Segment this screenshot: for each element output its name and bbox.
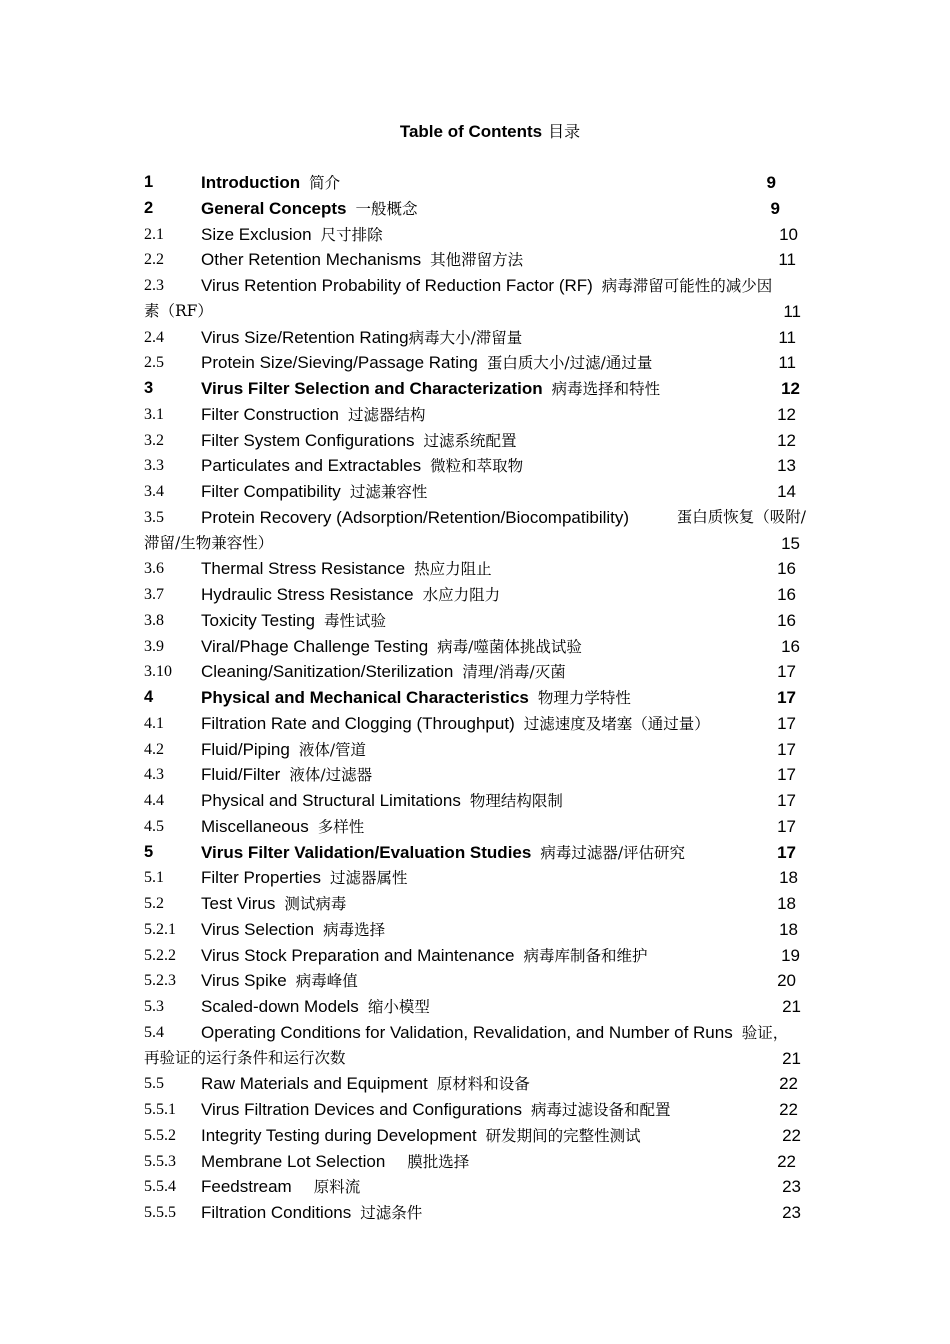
section-title-english: Virus Filter Validation/Evaluation Studies xyxy=(201,842,532,862)
section-title-english: Scaled-down Models xyxy=(201,997,359,1016)
section-title-chinese: 清理/消毒/灭菌 xyxy=(462,663,566,682)
toc-entry[interactable] xyxy=(144,634,806,660)
toc-line xyxy=(144,170,806,196)
toc-line xyxy=(144,273,806,299)
toc-entry[interactable] xyxy=(144,428,806,454)
section-title-chinese: 毒性试验 xyxy=(324,611,387,630)
section-title-english: Feedstream xyxy=(201,1177,292,1197)
toc-line xyxy=(144,634,806,660)
toc-line-continuation xyxy=(144,531,806,557)
section-title-english: Cleaning/Sanitization/Sterilization xyxy=(201,662,454,682)
section-number: 5.5.1 xyxy=(144,1101,176,1118)
toc-entry[interactable] xyxy=(144,711,806,737)
toc-line xyxy=(144,685,806,711)
section-title xyxy=(201,325,522,352)
section-title xyxy=(201,737,366,764)
toc-line xyxy=(144,247,806,273)
section-title xyxy=(201,814,364,841)
section-title-chinese: 一般概念 xyxy=(355,199,418,218)
page-number: 16 xyxy=(777,610,796,630)
toc-line xyxy=(144,325,806,351)
toc-entry[interactable] xyxy=(144,402,806,428)
page-number: 9 xyxy=(770,198,780,218)
section-number: 3.2 xyxy=(144,431,164,449)
section-title-english: Fluid/Filter xyxy=(201,765,281,785)
page-number: 13 xyxy=(777,456,796,476)
section-title xyxy=(201,247,523,274)
page-number: 14 xyxy=(777,482,796,501)
section-title-english: Filter Properties xyxy=(201,868,321,888)
page-number: 18 xyxy=(779,868,798,888)
section-title xyxy=(201,350,652,377)
toc-line xyxy=(144,968,806,994)
page-number: 21 xyxy=(782,1048,801,1068)
section-title-english: Integrity Testing during Development xyxy=(201,1125,477,1145)
section-title xyxy=(201,865,408,892)
section-title xyxy=(201,222,383,249)
table-of-contents xyxy=(144,170,806,1226)
section-title-english: Hydraulic Stress Resistance xyxy=(201,585,414,604)
toc-line xyxy=(144,865,806,891)
section-number: 5.2 xyxy=(144,895,164,912)
section-number: 3.8 xyxy=(144,611,164,629)
page-number: 17 xyxy=(777,791,796,810)
toc-entry[interactable] xyxy=(144,196,806,222)
page-number: 10 xyxy=(779,224,798,244)
section-title xyxy=(201,634,582,661)
page-number: 17 xyxy=(777,713,796,733)
section-title-english: Virus Stock Preparation and Maintenance xyxy=(201,945,515,965)
title-english: Table of Contents xyxy=(399,122,543,141)
section-number: 5.1 xyxy=(144,869,164,887)
toc-entry[interactable] xyxy=(144,788,806,814)
section-number: 2.1 xyxy=(144,225,164,243)
page-number: 22 xyxy=(779,1074,798,1094)
section-title-english: Virus Size/Retention Rating xyxy=(201,327,409,347)
toc-line-continuation xyxy=(144,299,806,325)
page-number: 23 xyxy=(782,1177,801,1197)
section-title-english: General Concepts xyxy=(201,198,347,218)
toc-line xyxy=(144,943,806,969)
page-number: 12 xyxy=(777,404,796,424)
section-title-english: Virus Selection xyxy=(201,919,315,939)
section-number: 2.4 xyxy=(144,328,164,346)
section-number: 3.4 xyxy=(144,483,164,500)
page-number: 18 xyxy=(779,919,798,939)
section-title-english: Membrane Lot Selection xyxy=(201,1151,386,1171)
section-title-chinese: 简介 xyxy=(309,174,341,192)
section-title-chinese: 膜批选择 xyxy=(407,1152,470,1171)
section-title-chinese: 过滤系统配置 xyxy=(423,431,517,450)
section-number: 5 xyxy=(144,842,154,861)
section-title-chinese: 尺寸排除 xyxy=(320,225,383,244)
toc-line xyxy=(144,917,806,943)
toc-entry[interactable] xyxy=(144,273,806,325)
section-title-chinese-continued: 滞留/生物兼容性） xyxy=(144,533,274,552)
section-title-chinese: 液体/管道 xyxy=(298,740,367,759)
toc-line xyxy=(144,222,806,248)
page-number: 22 xyxy=(779,1100,798,1119)
section-number: 5.2.3 xyxy=(144,972,176,990)
section-title-chinese: 蛋白质恢复（吸附/ xyxy=(676,507,806,526)
section-title xyxy=(201,428,517,455)
section-title-chinese: 病毒峰值 xyxy=(295,972,358,991)
toc-entry[interactable] xyxy=(144,814,806,840)
page-number: 15 xyxy=(781,533,800,553)
section-title xyxy=(201,659,566,686)
section-title xyxy=(201,505,806,531)
section-title-english: Virus Filtration Devices and Configurations xyxy=(201,1100,522,1119)
section-title-chinese: 物理力学特性 xyxy=(537,689,631,707)
section-title-english: Fluid/Piping xyxy=(201,739,290,759)
section-title xyxy=(201,1200,422,1227)
toc-line xyxy=(144,1020,806,1046)
section-title-chinese: 过滤器结构 xyxy=(347,405,426,424)
section-title-english: Filtration Rate and Clogging (Throughput) xyxy=(201,713,515,733)
section-title xyxy=(201,196,418,223)
section-number: 5.4 xyxy=(144,1023,164,1041)
section-title xyxy=(201,711,710,738)
section-title-chinese: 其他滞留方法 xyxy=(430,251,524,270)
toc-entry[interactable] xyxy=(144,453,806,479)
toc-line xyxy=(144,1149,806,1175)
toc-entry[interactable] xyxy=(144,556,806,582)
section-title xyxy=(201,685,631,712)
toc-line xyxy=(144,196,806,222)
section-number: 4.1 xyxy=(144,714,164,732)
toc-entry[interactable] xyxy=(144,659,806,685)
page-number: 12 xyxy=(781,379,800,398)
section-title-chinese: 原材料和设备 xyxy=(436,1075,530,1094)
section-title-english: Raw Materials and Equipment xyxy=(201,1074,428,1094)
page-number: 16 xyxy=(777,585,796,604)
section-number: 3.5 xyxy=(144,508,164,526)
section-title xyxy=(201,1020,788,1047)
section-number: 2.2 xyxy=(144,251,164,269)
toc-entry[interactable] xyxy=(144,685,806,711)
toc-entry[interactable] xyxy=(144,1123,806,1149)
section-title-chinese: 液体/过滤器 xyxy=(289,766,373,785)
section-number: 5.5.4 xyxy=(144,1178,176,1196)
section-number: 3.1 xyxy=(144,405,164,423)
section-title-english: Particulates and Extractables xyxy=(201,456,422,476)
toc-line xyxy=(144,994,806,1020)
section-title-chinese: 病毒过滤器/评估研究 xyxy=(540,843,686,862)
section-title-english: Protein Recovery (Adsorption/Retention/Biocompatibility) xyxy=(201,507,630,527)
toc-line xyxy=(144,608,806,634)
toc-entry[interactable] xyxy=(144,247,806,273)
section-title xyxy=(201,1071,530,1098)
section-number: 5.5 xyxy=(144,1075,164,1093)
section-number: 3.6 xyxy=(144,560,164,578)
toc-line xyxy=(144,376,806,402)
section-number: 1 xyxy=(144,173,154,191)
section-title-english: Thermal Stress Resistance xyxy=(201,559,406,579)
toc-line xyxy=(144,582,806,608)
page-number: 11 xyxy=(778,327,796,347)
section-title xyxy=(201,891,346,918)
section-title xyxy=(201,994,430,1021)
page-number: 22 xyxy=(777,1151,796,1171)
toc-entry[interactable] xyxy=(144,891,806,917)
section-title-chinese-continued: 素（RF） xyxy=(144,301,213,320)
page-number: 17 xyxy=(777,739,796,759)
toc-entry[interactable] xyxy=(144,1020,806,1072)
toc-line xyxy=(144,788,806,814)
section-title-chinese: 病毒大小/滞留量 xyxy=(408,328,523,347)
toc-entry[interactable] xyxy=(144,479,806,505)
page-number: 17 xyxy=(777,688,796,707)
section-number: 3 xyxy=(144,379,154,397)
page-number: 17 xyxy=(777,816,796,836)
toc-line xyxy=(144,556,806,582)
section-number: 3.7 xyxy=(144,586,164,603)
page-number: 23 xyxy=(782,1203,801,1222)
page-number: 17 xyxy=(777,842,796,862)
section-title-chinese: 病毒/噬菌体挑战试验 xyxy=(437,637,582,656)
toc-entry[interactable] xyxy=(144,608,806,634)
section-title-chinese: 微粒和萃取物 xyxy=(430,457,524,476)
section-number: 5.5.2 xyxy=(144,1126,176,1144)
toc-line xyxy=(144,891,806,917)
title-chinese: 目录 xyxy=(548,122,581,141)
toc-line xyxy=(144,1174,806,1200)
section-number: 4.3 xyxy=(144,766,164,784)
section-title-chinese: 病毒选择和特性 xyxy=(551,380,661,398)
toc-entry[interactable] xyxy=(144,1071,806,1097)
section-title-chinese: 多样性 xyxy=(317,817,365,836)
section-number: 2 xyxy=(144,198,154,217)
toc-line xyxy=(144,402,806,428)
section-title-chinese: 过滤兼容性 xyxy=(349,483,428,501)
section-number: 5.3 xyxy=(144,998,164,1015)
section-title xyxy=(201,608,386,635)
toc-line xyxy=(144,453,806,479)
toc-entry[interactable] xyxy=(144,865,806,891)
section-number: 4.5 xyxy=(144,817,164,835)
section-title-english: Virus Retention Probability of Reduction Factor (RF) xyxy=(201,276,593,295)
section-number: 3.3 xyxy=(144,457,164,475)
toc-entry[interactable] xyxy=(144,1149,806,1175)
section-title-chinese: 物理结构限制 xyxy=(469,792,563,810)
section-title-english: Miscellaneous xyxy=(201,816,309,836)
section-number: 4 xyxy=(144,688,154,706)
section-title-english: Viral/Phage Challenge Testing xyxy=(201,636,429,656)
toc-entry[interactable] xyxy=(144,376,806,402)
page-number: 18 xyxy=(777,894,796,913)
toc-line xyxy=(144,814,806,840)
toc-line xyxy=(144,659,806,685)
toc-line xyxy=(144,428,806,454)
toc-line xyxy=(144,479,806,505)
page-number: 21 xyxy=(782,997,801,1016)
page-number: 11 xyxy=(778,250,796,270)
page-number: 16 xyxy=(781,636,800,656)
section-number: 4.2 xyxy=(144,740,164,758)
toc-entry[interactable] xyxy=(144,325,806,351)
section-number: 5.2.2 xyxy=(144,946,176,964)
section-number: 5.5.3 xyxy=(144,1152,176,1170)
toc-entry[interactable] xyxy=(144,968,806,994)
section-title-english: Physical and Structural Limitations xyxy=(201,791,461,810)
section-title xyxy=(201,1149,469,1176)
section-title xyxy=(201,273,772,300)
section-title xyxy=(201,479,427,506)
toc-line xyxy=(144,762,806,788)
toc-entry[interactable] xyxy=(144,1200,806,1226)
section-title xyxy=(201,968,358,995)
toc-entry[interactable] xyxy=(144,582,806,608)
section-title-english: Operating Conditions for Validation, Revalidation, and Number of Runs xyxy=(201,1022,733,1042)
page-number: 11 xyxy=(783,301,801,321)
page-number: 22 xyxy=(782,1125,801,1145)
section-title-chinese: 过滤速度及堵塞（通过量） xyxy=(523,714,710,733)
section-number: 3.10 xyxy=(144,663,172,681)
toc-line xyxy=(144,1200,806,1226)
toc-entry[interactable] xyxy=(144,170,806,196)
section-number: 3.9 xyxy=(144,637,164,655)
section-title-chinese: 病毒库制备和维护 xyxy=(523,946,648,965)
section-title xyxy=(201,917,385,944)
section-title-chinese-continued: 再验证的运行条件和运行次数 xyxy=(144,1048,346,1067)
toc-line xyxy=(144,1097,806,1123)
page-number: 17 xyxy=(777,662,796,682)
section-title-chinese: 病毒选择 xyxy=(323,920,386,939)
toc-entry[interactable] xyxy=(144,222,806,248)
section-title-english: Filter System Configurations xyxy=(201,430,415,450)
section-title xyxy=(201,1097,670,1124)
section-title-english: Test Virus xyxy=(201,894,276,913)
toc-entry[interactable] xyxy=(144,505,806,557)
section-title xyxy=(201,556,492,583)
section-title-chinese: 病毒过滤设备和配置 xyxy=(530,1101,671,1119)
section-title xyxy=(201,582,500,609)
toc-line xyxy=(144,1071,806,1097)
section-number: 2.3 xyxy=(144,277,164,294)
section-title xyxy=(201,402,425,429)
section-title-chinese: 原料流 xyxy=(313,1178,361,1197)
section-title xyxy=(201,453,523,480)
section-title xyxy=(201,840,685,867)
toc-entry[interactable] xyxy=(144,943,806,969)
section-title-chinese: 研发期间的完整性测试 xyxy=(485,1126,641,1145)
section-title-english: Virus Filter Selection and Characterization xyxy=(201,379,543,398)
section-title-english: Size Exclusion xyxy=(201,224,312,244)
toc-line xyxy=(144,505,806,531)
section-title-chinese: 过滤条件 xyxy=(360,1204,423,1222)
section-title-chinese: 验证， xyxy=(741,1023,789,1042)
section-title-chinese: 水应力阻力 xyxy=(422,586,501,604)
section-title-english: Introduction xyxy=(201,173,301,192)
page-number: 11 xyxy=(778,353,796,373)
section-title-english: Virus Spike xyxy=(201,971,287,991)
section-title-english: Filter Construction xyxy=(201,404,339,424)
toc-entry[interactable] xyxy=(144,350,806,376)
toc-entry[interactable] xyxy=(144,994,806,1020)
section-title-chinese: 蛋白质大小/过滤/通过量 xyxy=(486,354,653,373)
toc-line-continuation xyxy=(144,1046,806,1072)
section-title-chinese: 病毒滞留可能性的减少因 xyxy=(601,277,773,295)
section-title xyxy=(201,1123,641,1150)
section-title-chinese: 测试病毒 xyxy=(284,895,347,913)
toc-entry[interactable] xyxy=(144,917,806,943)
section-number: 2.5 xyxy=(144,354,164,372)
section-title xyxy=(201,1174,360,1201)
section-title-english: Protein Size/Sieving/Passage Rating xyxy=(201,353,478,373)
section-number: 4.4 xyxy=(144,792,164,809)
section-title xyxy=(201,762,372,789)
page-title xyxy=(0,119,950,142)
toc-line xyxy=(144,840,806,866)
toc-entry[interactable] xyxy=(144,840,806,866)
section-title-chinese: 缩小模型 xyxy=(367,998,430,1016)
section-title xyxy=(201,943,647,970)
section-number: 5.5.5 xyxy=(144,1204,176,1221)
toc-line xyxy=(144,350,806,376)
section-title xyxy=(201,788,563,815)
toc-line xyxy=(144,1123,806,1149)
page-number: 20 xyxy=(777,971,796,991)
section-title xyxy=(201,170,340,197)
section-title-english: Other Retention Mechanisms xyxy=(201,250,422,270)
toc-line xyxy=(144,711,806,737)
page-number: 17 xyxy=(777,765,796,785)
section-title-english: Physical and Mechanical Characteristics xyxy=(201,688,529,707)
page-number: 19 xyxy=(781,945,800,965)
section-title-chinese: 热应力阻止 xyxy=(414,560,492,579)
toc-entry[interactable] xyxy=(144,737,806,763)
section-title-chinese: 过滤器属性 xyxy=(329,869,408,888)
section-title-english: Toxicity Testing xyxy=(201,610,316,630)
page-number: 9 xyxy=(766,173,776,192)
toc-entry[interactable] xyxy=(144,762,806,788)
section-title xyxy=(201,376,660,403)
page-number: 16 xyxy=(777,559,796,579)
section-title-english: Filter Compatibility xyxy=(201,482,341,501)
toc-entry[interactable] xyxy=(144,1174,806,1200)
toc-entry[interactable] xyxy=(144,1097,806,1123)
section-title-english: Filtration Conditions xyxy=(201,1203,352,1222)
page-number: 12 xyxy=(777,430,796,450)
toc-line xyxy=(144,737,806,763)
section-number: 5.2.1 xyxy=(144,920,176,938)
